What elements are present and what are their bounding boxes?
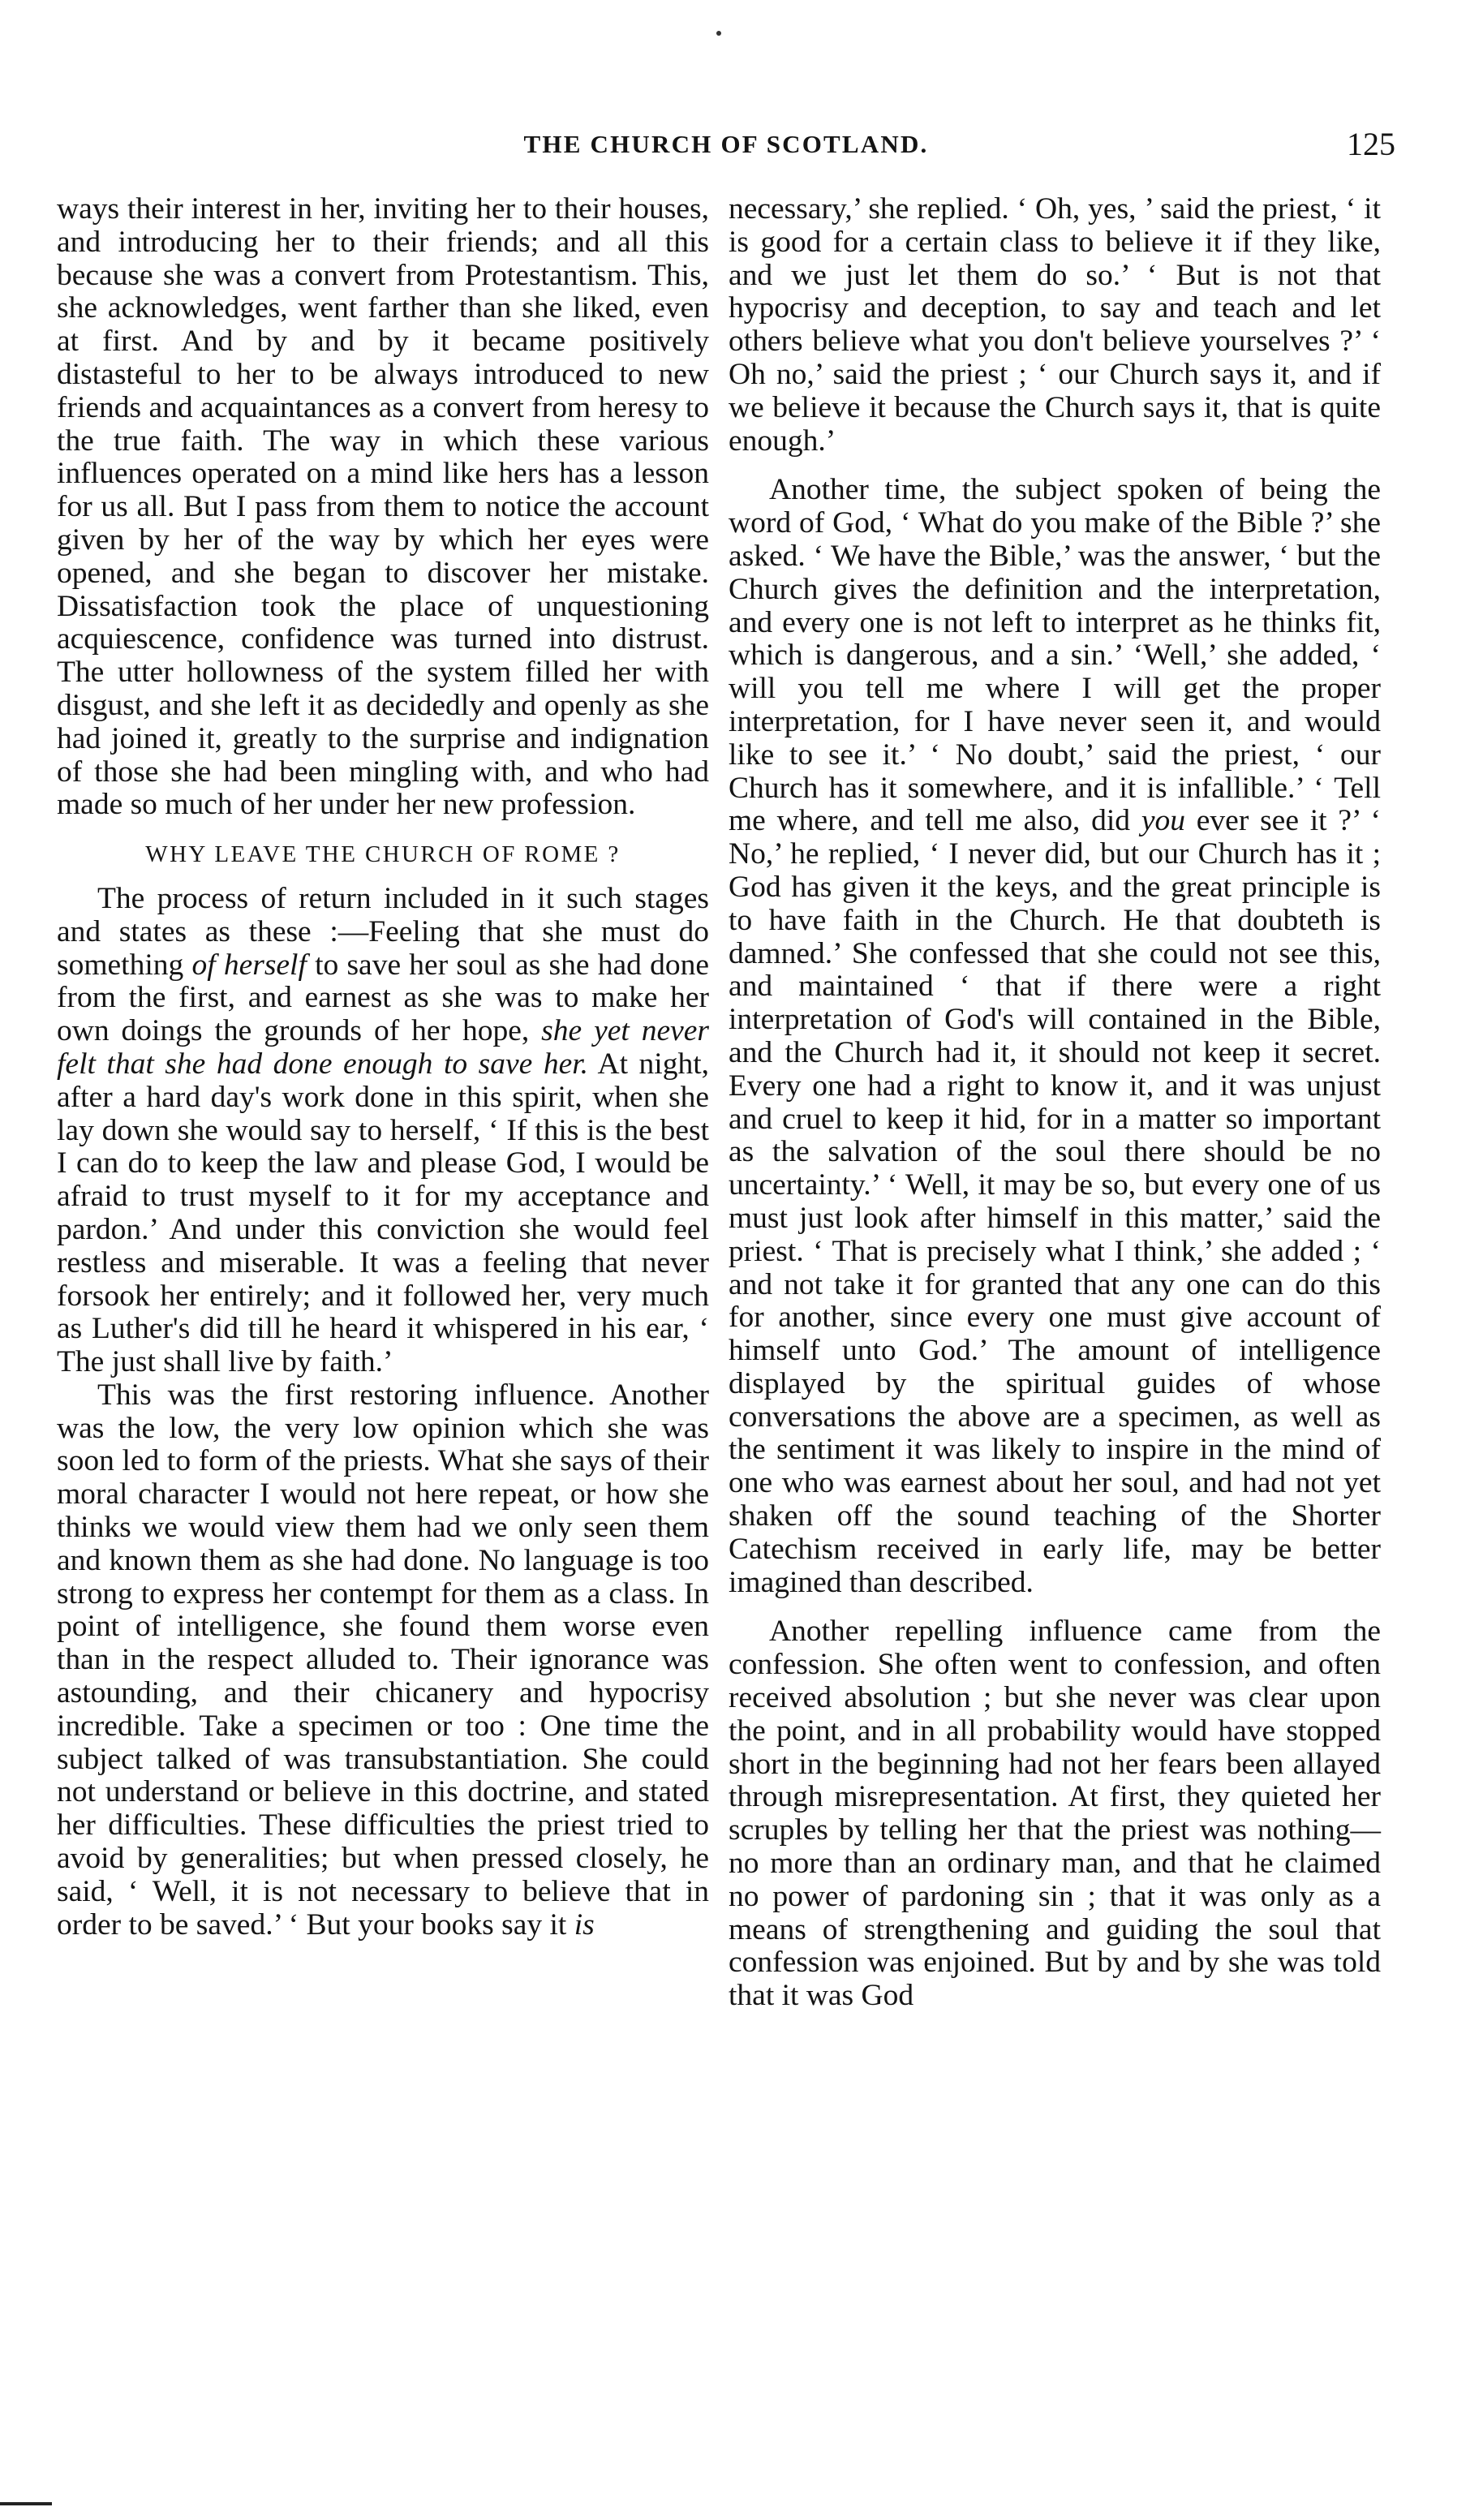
paragraph-restoring-influence xyxy=(57,1379,709,1942)
left-column xyxy=(57,193,709,1942)
paragraph-confession: Another repelling influence came from the confession. She often went to confession, and often received absolution ; but she never was clear upon the point, and in all probability would have stopped short in the beginning had not her fears been allayed through misrepresentation. At first, they quieted her scruples by telling her that the priest was nothing—no more than an ordinary man, and that he claimed no power of pardoning sin ; that it was only as a means of strengthening and guiding the soul that confession was enjoined. But by and by she was told that it was God xyxy=(729,1615,1381,2013)
text-run: The process of return included in it such stages and states as these :—Feeling that she must do something xyxy=(57,881,709,982)
text-run: At night, after a hard day's work done in this spirit, when she lay down she would say to herself, ‘ If this is the best I can do to keep the law and please God, I would be afraid to trust myself to it for my acceptance and pardon.’ And under this conviction she would feel restless and miserable. It was a feeling that never forsook her entirely; and it followed her, very much as Luther's did till he heard it whispered in his ear, ‘ The just shall live by faith.’ xyxy=(57,1047,709,1379)
scan-speck xyxy=(716,31,721,36)
paragraph-process-of-return xyxy=(57,883,709,1379)
text-run: Another time, the subject spoken of being the word of God, ‘ What do you make of the Bible ?’ she asked. ‘ We have the Bible,’ was the answer, ‘ but the Church gives the definition and the interpretation, and every one is not left to interpret as he thinks fit, which is dangerous, and a sin.’ ‘Well,’ she added, ‘ will you tell me where I will get the proper interpretation, for I have never seen it, and would like to see it.’ ‘ No doubt,’ said the priest, ‘ our Church has it somewhere, and it is infallible.’ ‘ Tell me where, and tell me also, did xyxy=(729,473,1381,838)
paragraph-word-of-god xyxy=(729,474,1381,1599)
right-column xyxy=(729,193,1381,2013)
paragraph-continued: necessary,’ she replied. ‘ Oh, yes, ’ said the priest, ‘ it is good for a certain class to believe it if they like, and we just let them do so.’ ‘ But is not that hypocrisy and deception, to say and teach and let others believe what you don't believe yourselves ?’ ‘ Oh no,’ said the priest ; ‘ our Church says it, and if we believe it because the Church says it, that is quite enough.’ xyxy=(729,192,1381,458)
italic-run: you xyxy=(1141,804,1185,838)
section-heading: WHY LEAVE THE CHURCH OF ROME ? xyxy=(145,841,621,868)
bottom-edge-mark xyxy=(0,2502,52,2505)
text-run: to save her soul as she had done from the first, and earnest as she was to make her own doings the grounds of her hope, xyxy=(57,948,709,1048)
text-run: ever see it ?’ ‘ No,’ he replied, ‘ I never did, but our Church has it ; God has given it the keys, and the great principle is to have faith in the Church. He that doubteth is damned.’ She confessed that she could not see this, and maintained ‘ that if there were a right interpretation of God's will contained in the Bible, and the Church had it, it should not keep it secret. Every one had a right to know it, and it was unjust and cruel to keep it hid, for in a matter so important as the salvation of the soul there should be no uncertainty.’ ‘ Well, it may be so, but every one of us must just look after himself in this matter,’ said the priest. ‘ That is precisely what I think,’ she added ; ‘ and not take it for granted that any one can do this for another, since every one must give account of himself unto God.’ The amount of intelligence displayed by the spiritual guides of whose conversations the above are a specimen, as well as the sentiment it was likely to inspire in the mind of one who was earnest about her soul, and had not yet shaken off the sound teaching of the Shorter Catechism received in early life, may be better imagined than described. xyxy=(729,804,1381,1599)
running-title: THE CHURCH OF SCOTLAND. xyxy=(523,130,929,158)
italic-run: she yet never felt that she had done enough to save her. xyxy=(57,1014,709,1081)
page-header xyxy=(57,126,1395,162)
italic-run: is xyxy=(574,1907,595,1942)
text-run: This was the first restoring influence. Another was the low, the very low opinion which she was soon led to form of the priests. What she says of their moral character I would not here repeat, or how she thinks we would view them had we only seen them and known them as she had done. No language is too strong to express her contempt for them as a class. In point of intelligence, she found them worse even than in the respect alluded to. Their ignorance was astounding, and their chicanery and hypocrisy incredible. Take a specimen or too : One time the subject talked of was transubstantiation. She could not understand or believe in this doctrine, and stated her difficulties. These difficulties the priest tried to avoid by generalities; but when pressed closely, he said, ‘ Well, it is not necessary to believe that in order to be saved.’ ‘ But your books say it xyxy=(57,1378,709,1942)
paragraph-continued: ways their interest in her, inviting her to their houses, and introducing her to their friends; and all this because she was a convert from Protestantism. This, she acknowledges, went farther than she liked, even at first. And by and by it became positively distasteful to her to be always introduced to new friends and acquaintances as a convert from heresy to the true faith. The way in which these various influences operated on a mind like hers has a lesson for us all. But I pass from them to notice the account given by her of the way by which her eyes were opened, and she began to discover her mistake. Dissatisfaction took the place of unquestioning acquiescence, confidence was turned into distrust. The utter hollowness of the system filled her with disgust, and she left it as decidedly and openly as she had joined it, greatly to the surprise and indignation of those she had been mingling with, and who had made so much of her under her new profession. xyxy=(57,192,709,822)
italic-run: of herself xyxy=(191,948,307,982)
page-number: 125 xyxy=(1347,126,1395,162)
